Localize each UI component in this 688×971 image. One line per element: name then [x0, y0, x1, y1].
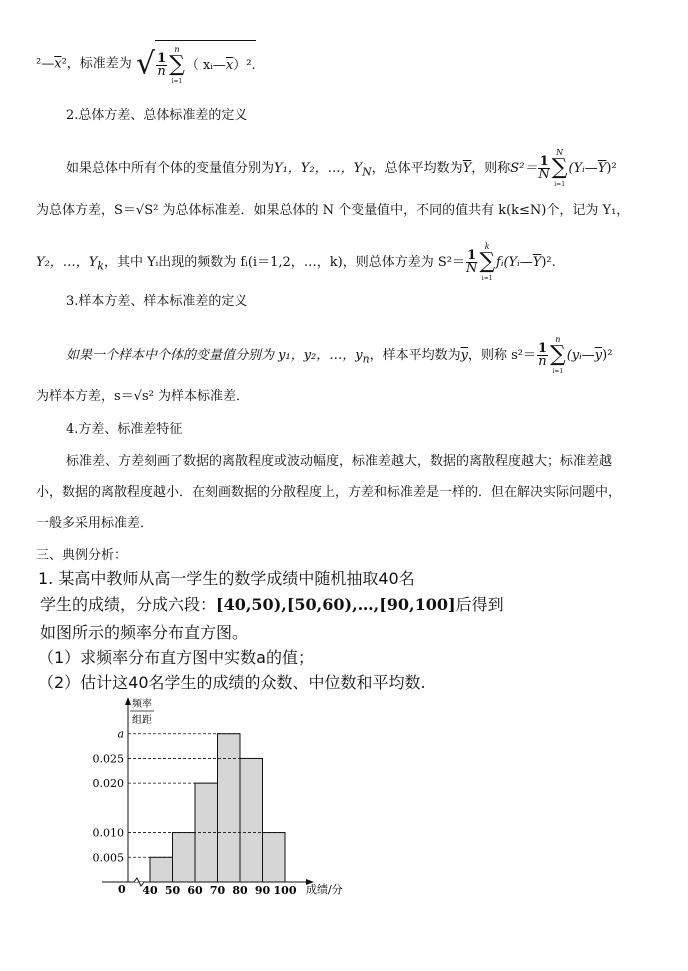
s2-p1-vars: Y₁，Y₂，…，Y: [274, 161, 363, 176]
s2-p3-sum-symbol: ∑: [479, 249, 496, 274]
x-tick-label: 60: [187, 884, 203, 897]
y-tick-label: a: [117, 727, 124, 741]
problem-line2: [40, 592, 504, 615]
s2-fraction: [538, 156, 549, 181]
section3-paragraph2: 为样本方差，s＝√s² 为样本标准差．: [36, 389, 249, 404]
s2-frac-den: N: [538, 167, 550, 182]
s2-p1-text-a: 如果总体中所有个体的变量值分别为: [66, 161, 275, 176]
s3-sum-block: [550, 333, 566, 378]
x-tick-label: 80: [232, 884, 248, 897]
section2-paragraph1: [66, 146, 617, 191]
xbar-symbol-2: $\overline{x}$: [225, 58, 234, 73]
s3-frac-den: n: [538, 354, 547, 369]
x-tick-label: 40: [142, 884, 158, 897]
fraction-denominator: n: [157, 64, 166, 79]
s3-sum-upper: n: [555, 335, 561, 344]
std-label: ，标准差为: [66, 56, 132, 72]
s3-sum-symbol: ∑: [550, 342, 566, 367]
x-tick-label: 100: [273, 884, 297, 897]
s2-p3-text-a: Y₂，…，Y: [36, 255, 98, 270]
s2-sum-block: [552, 146, 568, 191]
s2-p1-sub-N: N: [362, 165, 372, 179]
s2-p3-sum-upper: k: [484, 242, 490, 251]
s2-p1-text-b: ，总体平均数为: [371, 161, 463, 176]
x-tick-label: 50: [164, 884, 181, 897]
section2-paragraph3: [36, 240, 556, 285]
histogram-bar-90-100: [263, 833, 286, 882]
problem-line2-text-a: 学生的成绩，分成六段：: [40, 595, 217, 614]
frequency-histogram: [80, 695, 380, 900]
y-axis-label-bottom: 组距: [132, 715, 152, 726]
section4-paragraph3: 一般多采用标准差．: [36, 516, 154, 531]
sum-lower: i=1: [171, 78, 183, 85]
x-tick-label: 70: [209, 884, 226, 897]
s3-p1-term-end: )²: [602, 348, 613, 363]
s2-p3-sum-block: [479, 240, 495, 285]
section4-title: 4.方差、标准差特征: [66, 422, 183, 437]
s2-p1-text-c: ，则称: [471, 161, 511, 176]
s3-fraction: [537, 343, 548, 368]
histogram-bar-70-80: [218, 734, 241, 882]
s2-sum-lower: i=1: [554, 181, 566, 188]
sum-block: [169, 43, 185, 88]
s2-p3-term: fᵢ(Yᵢ—: [496, 255, 533, 270]
sqrt-sign: √: [135, 46, 156, 82]
sum-term: （ xᵢ—: [185, 58, 226, 73]
s3-sum-lower: i=1: [552, 368, 564, 375]
problem-line2-text-b: 后得到: [455, 595, 504, 614]
question-2: （2）估计这40名学生的成绩的众数、中位数和平均数.: [38, 673, 426, 692]
s2-p1-term-end: )²: [606, 161, 617, 176]
ybar-symbol-2: $\overline{Y}$: [597, 161, 607, 176]
s3-p1-text-b: ，样本平均数为: [369, 348, 461, 363]
smallybar-symbol: $\overline{y}$: [460, 348, 468, 363]
top-formula-fragment: [36, 40, 256, 88]
section3-paragraph1: [66, 333, 612, 378]
sqrt-fraction: [156, 53, 167, 78]
s2-frac-num: 1: [539, 154, 549, 169]
s2-p1-term: (Yᵢ—: [568, 161, 598, 176]
s2-p3-frac-num: 1: [467, 248, 477, 263]
histogram-bar-50-60: [173, 833, 196, 882]
sqrt-body: [155, 40, 256, 88]
s3-p1-term: (yᵢ—: [566, 348, 595, 363]
x-axis-label: 成绩/分: [306, 883, 343, 896]
s3-p1-text-c: ，则称 s²＝: [467, 348, 536, 363]
y-tick-label: 0.005: [92, 851, 124, 865]
fragment-square: ²: [61, 56, 67, 72]
section2-paragraph2: 为总体方差，S＝√S² 为总体标准差．如果总体的 N 个变量值中，不同的值共有 k(k≤N)个，记为 Y₁，: [36, 203, 630, 218]
fragment-prefix: ²—: [36, 56, 55, 72]
s2-p3-text-b: ，其中 Yᵢ出现的频数为 fᵢ(i＝1,2，…，k)，则总体方差为 S²＝: [103, 255, 465, 270]
s3-p1-text-a: 如果一个样本中个体的变量值分别为 y₁，y₂，…，y: [66, 348, 363, 363]
problem-intervals: [40,50),[50,60),…,[90,100]: [216, 595, 456, 614]
problem-line3: 如图所示的频率分布直方图。: [40, 623, 249, 642]
y-axis-arrow: [125, 697, 131, 705]
s2-p3-frac-den: N: [465, 261, 478, 276]
s2-p3-term-end: )².: [541, 255, 556, 270]
s2-p3-fraction: [466, 250, 477, 275]
histogram-bar-80-90: [240, 758, 263, 882]
sum-upper: n: [174, 45, 180, 54]
section2-title: 2.总体方差、总体标准差的定义: [66, 108, 248, 123]
section4-paragraph2: 小，数据的离散程度越小．在刻画数据的分散程度上，方差和标准差是一样的．但在解决实际问题中，: [36, 485, 622, 500]
s2-p3-sub-k: k: [97, 259, 104, 273]
fraction-numerator: 1: [157, 51, 167, 66]
s2-sum-symbol: ∑: [551, 155, 568, 180]
y-tick-label: 0.010: [92, 826, 124, 840]
s3-frac-num: 1: [537, 341, 548, 356]
s2-p3-sum-lower: i=1: [481, 275, 493, 282]
xbar-symbol: $\overline{x}$: [54, 56, 62, 72]
origin-label: 0: [118, 883, 126, 896]
question-1: （1）求频率分布直方图中实数a的值；: [38, 648, 314, 667]
ybar-symbol-3: $\overline{Y}$: [532, 255, 542, 270]
s2-sum-upper: N: [556, 148, 564, 157]
y-axis-label-top: 频率: [132, 699, 152, 710]
x-tick-label: 90: [254, 884, 271, 897]
s2-p1-S2: S²＝: [510, 161, 538, 176]
section4-paragraph1: 标准差、方差刻画了数据的离散程度或波动幅度，标准差越大，数据的离散程度越大；标准差越: [66, 454, 613, 469]
section3-title: 3.样本方差、样本标准差的定义: [66, 294, 248, 309]
y-tick-label: 0.025: [92, 752, 124, 766]
sum-term-close: ）².: [233, 58, 256, 73]
sum-symbol: ∑: [169, 52, 185, 77]
examples-title: 三、典例分析：: [36, 548, 128, 563]
problem-line1: 1. 某高中教师从高一学生的数学成绩中随机抽取40名: [38, 569, 415, 588]
y-tick-label: 0.020: [92, 777, 124, 791]
smallybar-symbol-2: $\overline{y}$: [594, 348, 603, 363]
histogram-bar-40-50: [150, 857, 173, 882]
ybar-symbol: $\overline{Y}$: [462, 161, 472, 176]
s3-p1-sub-n: n: [362, 352, 370, 366]
